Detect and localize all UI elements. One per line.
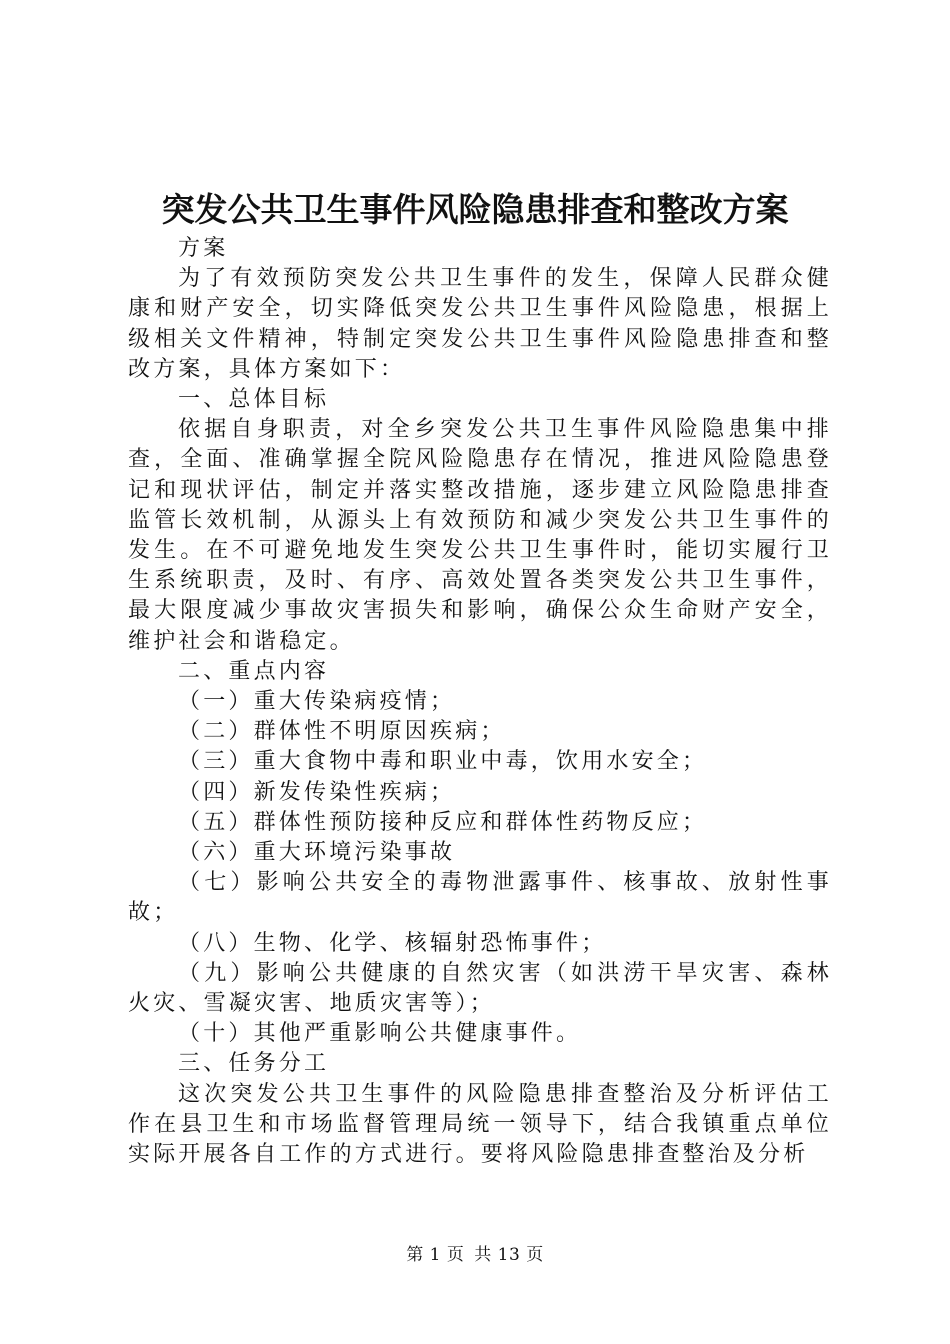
list-item: （五）群体性预防接种反应和群体性药物反应； <box>178 809 708 835</box>
list-item: （八）生物、化学、核辐射恐怖事件； <box>178 930 607 956</box>
list-item: （九）影响公共健康的自然灾害（如洪涝干旱灾害、森林火灾、雪凝灾害、地质灾害等）； <box>128 960 832 1017</box>
list-item: （六）重大环境污染事故 <box>178 840 456 866</box>
list-item: （十）其他严重影响公共健康事件。 <box>178 1021 582 1047</box>
page-number: 第 1 页 <box>406 1245 465 1265</box>
paragraph-task-division: 这次突发公共卫生事件的风险隐患排查整治及分析评估工作在县卫生和市场监督管理局统一领导下，结合我镇重点单位实际开展各自工作的方式进行。要将风险隐患排查整治及分析 <box>128 1081 832 1168</box>
section-heading-task-division: 三、任务分工 <box>178 1051 330 1077</box>
document-body <box>128 234 832 1170</box>
list-item: （二）群体性不明原因疾病； <box>178 719 506 745</box>
paragraph-goals: 依据自身职责，对全乡突发公共卫生事件风险隐患集中排查，全面、准确掌握全院风险隐患存在情况，推进风险隐患登记和现状评估，制定并落实整改措施，逐步建立风险隐患排查监管长效机制，从源头上有效预防和减少突发公共卫生事件的发生。在不可避免地发生突发公共卫生事件时，能切实履行卫生系统职责，及时、有序、高效处置各类突发公共卫生事件，最大限度减少事故灾害损失和影响，确保公众生命财产安全，维护社会和谐稳定。 <box>128 417 832 654</box>
paragraph-intro: 为了有效预防突发公共卫生事件的发生，保障人民群众健康和财产安全，切实降低突发公共卫生事件风险隐患，根据上级相关文件精神，特制定突发公共卫生事件风险隐患排查和整改方案，具体方案如下： <box>128 266 832 382</box>
section-heading-key-content: 二、重点内容 <box>178 658 330 684</box>
list-item: （七）影响公共安全的毒物泄露事件、核事故、放射性事故； <box>128 870 832 926</box>
page-footer <box>0 1244 950 1266</box>
list-item: （三）重大食物中毒和职业中毒，饮用水安全； <box>178 749 708 775</box>
page-total: 共 13 页 <box>474 1245 544 1265</box>
section-heading-goals: 一、总体目标 <box>178 387 330 413</box>
list-item: （一）重大传染病疫情； <box>178 689 456 715</box>
list-item: （四）新发传染性疾病； <box>178 779 456 805</box>
paragraph-heading-fangan: 方案 <box>178 236 229 261</box>
document-title: 突发公共卫生事件风险隐患排查和整改方案 <box>161 190 789 229</box>
